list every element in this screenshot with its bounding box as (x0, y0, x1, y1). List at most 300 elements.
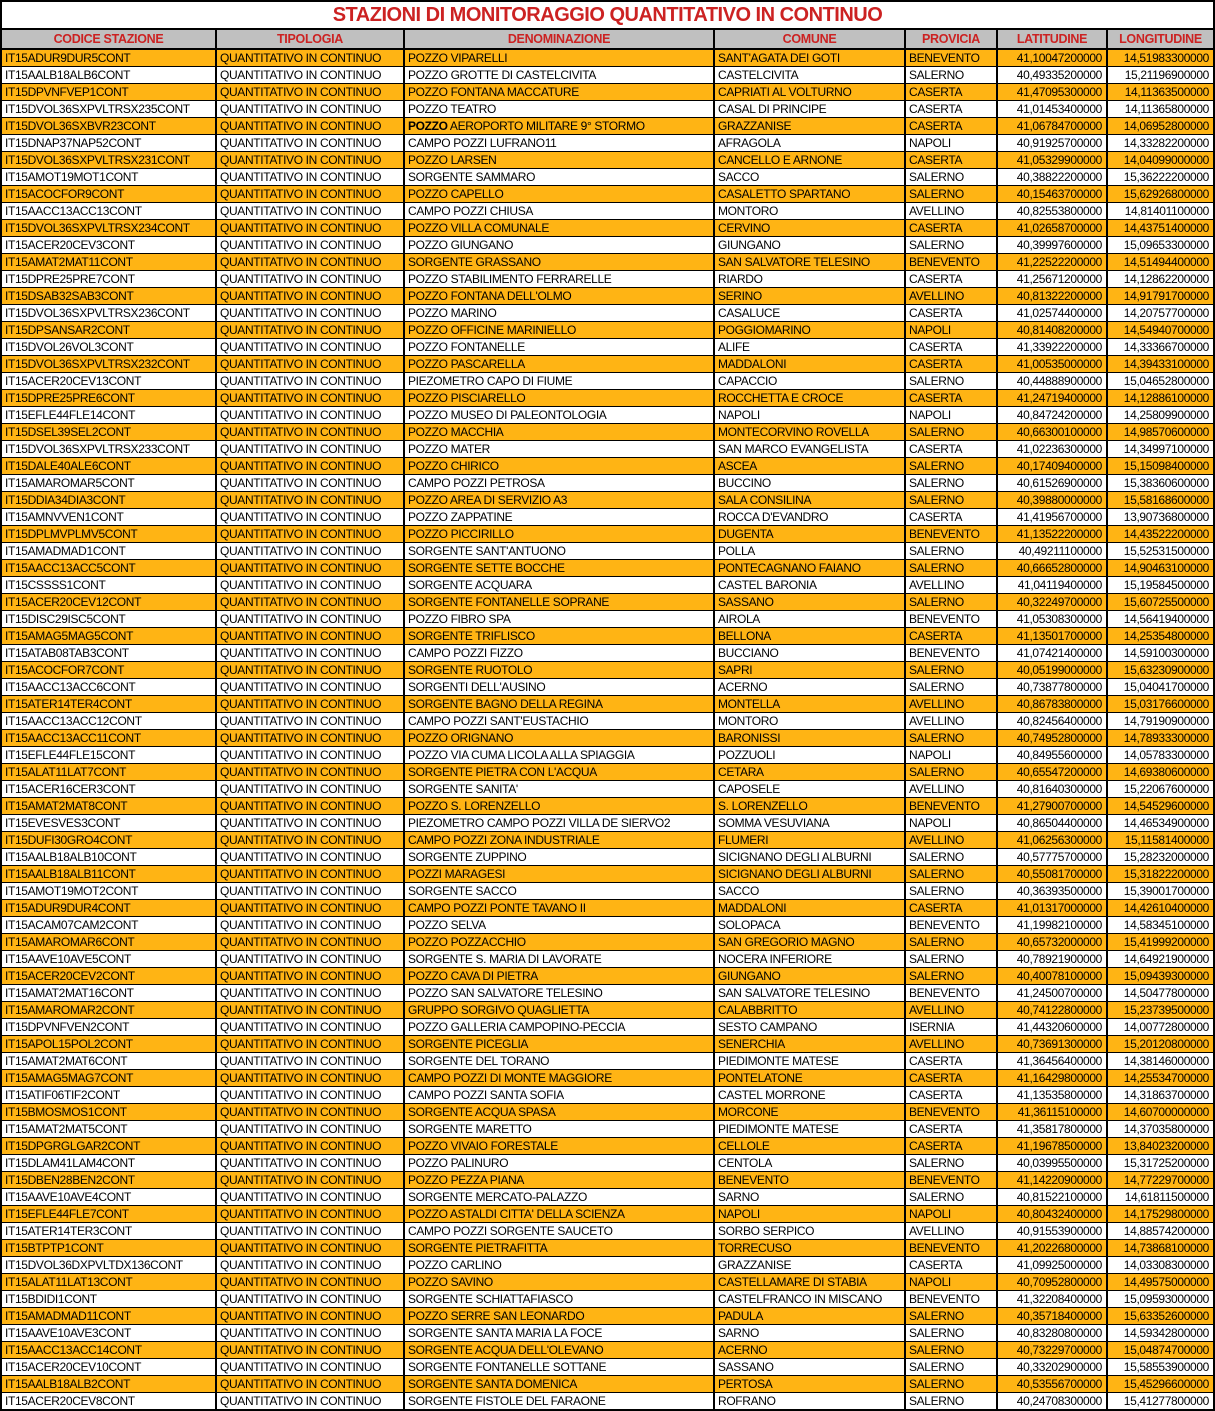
cell-comune: CASTEL MORRONE (714, 1087, 905, 1104)
cell-provicia: CASERTA (905, 356, 997, 373)
cell-latitudine: 41,09925000000 (997, 1257, 1107, 1274)
station-row (2, 169, 1213, 186)
cell-codice-stazione: IT15ATIF06TIF2CONT (2, 1087, 216, 1104)
station-row (2, 1376, 1213, 1393)
cell-codice-stazione: IT15AALB18ALB11CONT (2, 866, 216, 883)
cell-longitudine: 15,41999200000 (1107, 934, 1213, 951)
cell-tipologia: QUANTITATIVO IN CONTINUO (216, 832, 404, 849)
cell-latitudine: 41,24500700000 (997, 985, 1107, 1002)
cell-tipologia: QUANTITATIVO IN CONTINUO (216, 798, 404, 815)
cell-tipologia: QUANTITATIVO IN CONTINUO (216, 492, 404, 509)
cell-codice-stazione: IT15BMOSMOS1CONT (2, 1104, 216, 1121)
cell-provicia: NAPOLI (905, 322, 997, 339)
cell-provicia: AVELLINO (905, 1002, 997, 1019)
cell-longitudine: 14,56419400000 (1107, 611, 1213, 628)
cell-codice-stazione: IT15DPRE25PRE6CONT (2, 390, 216, 407)
cell-denominazione: CAMPO POZZI LUFRANO11 (404, 135, 714, 152)
cell-longitudine: 14,54940700000 (1107, 322, 1213, 339)
cell-codice-stazione: IT15AAVE10AVE5CONT (2, 951, 216, 968)
cell-codice-stazione: IT15ADUR9DUR5CONT (2, 49, 216, 67)
station-row (2, 611, 1213, 628)
station-row (2, 254, 1213, 271)
cell-tipologia: QUANTITATIVO IN CONTINUO (216, 237, 404, 254)
cell-provicia: NAPOLI (905, 815, 997, 832)
cell-provicia: BENEVENTO (905, 1104, 997, 1121)
cell-tipologia: QUANTITATIVO IN CONTINUO (216, 1104, 404, 1121)
cell-latitudine: 41,36456400000 (997, 1053, 1107, 1070)
cell-latitudine: 40,57775700000 (997, 849, 1107, 866)
cell-comune: SOLOPACA (714, 917, 905, 934)
cell-latitudine: 41,05308300000 (997, 611, 1107, 628)
cell-latitudine: 40,24708300000 (997, 1393, 1107, 1410)
cell-longitudine: 14,33366700000 (1107, 339, 1213, 356)
cell-denominazione: POZZO PICCIRILLO (404, 526, 714, 543)
cell-latitudine: 40,86783800000 (997, 696, 1107, 713)
cell-tipologia: QUANTITATIVO IN CONTINUO (216, 305, 404, 322)
cell-denominazione: SORGENTE SANTA DOMENICA (404, 1376, 714, 1393)
table-header-row (2, 29, 1213, 49)
cell-longitudine: 15,58168600000 (1107, 492, 1213, 509)
cell-longitudine: 14,69380600000 (1107, 764, 1213, 781)
station-row (2, 798, 1213, 815)
cell-comune: CASTEL BARONIA (714, 577, 905, 594)
cell-latitudine: 41,27900700000 (997, 798, 1107, 815)
cell-provicia: ISERNIA (905, 1019, 997, 1036)
cell-provicia: BENEVENTO (905, 1240, 997, 1257)
cell-denominazione: POZZO FONTANELLE (404, 339, 714, 356)
cell-denominazione: POZZO PISCIARELLO (404, 390, 714, 407)
cell-provicia: SALERNO (905, 492, 997, 509)
cell-codice-stazione: IT15AMADMAD1CONT (2, 543, 216, 560)
cell-tipologia: QUANTITATIVO IN CONTINUO (216, 662, 404, 679)
cell-latitudine: 40,65547200000 (997, 764, 1107, 781)
cell-codice-stazione: IT15EVESVES3CONT (2, 815, 216, 832)
cell-codice-stazione: IT15AACC13ACC13CONT (2, 203, 216, 220)
cell-comune: CAPOSELE (714, 781, 905, 798)
station-row (2, 1308, 1213, 1325)
cell-comune: PONTELATONE (714, 1070, 905, 1087)
cell-tipologia: QUANTITATIVO IN CONTINUO (216, 407, 404, 424)
cell-denominazione: POZZO SAN SALVATORE TELESINO (404, 985, 714, 1002)
cell-provicia: SALERNO (905, 67, 997, 84)
cell-provicia: BENEVENTO (905, 917, 997, 934)
cell-codice-stazione: IT15EFLE44FLE14CONT (2, 407, 216, 424)
cell-comune: NAPOLI (714, 407, 905, 424)
cell-longitudine: 14,88574200000 (1107, 1223, 1213, 1240)
cell-comune: CERVINO (714, 220, 905, 237)
cell-denominazione: SORGENTE MARETTO (404, 1121, 714, 1138)
cell-latitudine: 40,86504400000 (997, 815, 1107, 832)
cell-denominazione: POZZO AEROPORTO MILITARE 9° STORMO (404, 118, 714, 135)
cell-comune: SOMMA VESUVIANA (714, 815, 905, 832)
cell-denominazione: POZZO S. LORENZELLO (404, 798, 714, 815)
cell-latitudine: 40,33202900000 (997, 1359, 1107, 1376)
cell-latitudine: 40,17409400000 (997, 458, 1107, 475)
cell-codice-stazione: IT15AMOT19MOT2CONT (2, 883, 216, 900)
cell-denominazione: POZZO VILLA COMUNALE (404, 220, 714, 237)
station-row (2, 475, 1213, 492)
cell-codice-stazione: IT15BTPTP1CONT (2, 1240, 216, 1257)
cell-longitudine: 14,81401100000 (1107, 203, 1213, 220)
cell-provicia: BENEVENTO (905, 254, 997, 271)
cell-provicia: SALERNO (905, 475, 997, 492)
cell-tipologia: QUANTITATIVO IN CONTINUO (216, 1002, 404, 1019)
cell-tipologia: QUANTITATIVO IN CONTINUO (216, 1291, 404, 1308)
cell-latitudine: 40,74122800000 (997, 1002, 1107, 1019)
cell-latitudine: 41,01453400000 (997, 101, 1107, 118)
cell-comune: POLLA (714, 543, 905, 560)
cell-latitudine: 41,20226800000 (997, 1240, 1107, 1257)
cell-longitudine: 14,51983300000 (1107, 49, 1213, 67)
cell-codice-stazione: IT15EFLE44FLE7CONT (2, 1206, 216, 1223)
column-header-latitudine: LATITUDINE (997, 29, 1107, 49)
cell-denominazione: SORGENTI DELL'AUSINO (404, 679, 714, 696)
cell-codice-stazione: IT15AMAT2MAT11CONT (2, 254, 216, 271)
station-row (2, 135, 1213, 152)
cell-latitudine: 41,02236300000 (997, 441, 1107, 458)
cell-latitudine: 41,19982100000 (997, 917, 1107, 934)
cell-tipologia: QUANTITATIVO IN CONTINUO (216, 288, 404, 305)
cell-tipologia: QUANTITATIVO IN CONTINUO (216, 679, 404, 696)
cell-denominazione: SORGENTE FISTOLE DEL FARAONE (404, 1393, 714, 1410)
cell-latitudine: 40,78921900000 (997, 951, 1107, 968)
cell-provicia: SALERNO (905, 1308, 997, 1325)
station-row (2, 934, 1213, 951)
cell-comune: CAPACCIO (714, 373, 905, 390)
cell-provicia: CASERTA (905, 101, 997, 118)
cell-denominazione: SORGENTE GRASSANO (404, 254, 714, 271)
station-row (2, 1070, 1213, 1087)
station-row (2, 1393, 1213, 1410)
cell-codice-stazione: IT15AALB18ALB10CONT (2, 849, 216, 866)
cell-tipologia: QUANTITATIVO IN CONTINUO (216, 560, 404, 577)
cell-codice-stazione: IT15AAVE10AVE3CONT (2, 1325, 216, 1342)
cell-comune: MADDALONI (714, 900, 905, 917)
cell-latitudine: 40,81640300000 (997, 781, 1107, 798)
cell-codice-stazione: IT15DVOL36SXPVLTRSX234CONT (2, 220, 216, 237)
cell-longitudine: 15,03176600000 (1107, 696, 1213, 713)
cell-tipologia: QUANTITATIVO IN CONTINUO (216, 866, 404, 883)
station-row (2, 985, 1213, 1002)
cell-provicia: SALERNO (905, 1376, 997, 1393)
cell-provicia: SALERNO (905, 764, 997, 781)
cell-longitudine: 14,60700000000 (1107, 1104, 1213, 1121)
cell-comune: MONTORO (714, 203, 905, 220)
cell-longitudine: 15,20120800000 (1107, 1036, 1213, 1053)
cell-codice-stazione: IT15AMAROMAR5CONT (2, 475, 216, 492)
cell-provicia: SALERNO (905, 730, 997, 747)
cell-tipologia: QUANTITATIVO IN CONTINUO (216, 1257, 404, 1274)
cell-tipologia: QUANTITATIVO IN CONTINUO (216, 1325, 404, 1342)
station-row (2, 1036, 1213, 1053)
stations-table (2, 28, 1213, 1409)
cell-denominazione: CAMPO POZZI DI MONTE MAGGIORE (404, 1070, 714, 1087)
cell-codice-stazione: IT15EFLE44FLE15CONT (2, 747, 216, 764)
cell-provicia: CASERTA (905, 390, 997, 407)
cell-codice-stazione: IT15AMADMAD11CONT (2, 1308, 216, 1325)
cell-latitudine: 41,05329900000 (997, 152, 1107, 169)
cell-denominazione: POZZO PASCARELLA (404, 356, 714, 373)
cell-codice-stazione: IT15BDIDI1CONT (2, 1291, 216, 1308)
cell-comune: BELLONA (714, 628, 905, 645)
cell-tipologia: QUANTITATIVO IN CONTINUO (216, 84, 404, 101)
cell-tipologia: QUANTITATIVO IN CONTINUO (216, 475, 404, 492)
cell-comune: NOCERA INFERIORE (714, 951, 905, 968)
cell-comune: SASSANO (714, 1359, 905, 1376)
cell-denominazione: SORGENTE PIETRA CON L'ACQUA (404, 764, 714, 781)
cell-longitudine: 14,46534900000 (1107, 815, 1213, 832)
station-row (2, 900, 1213, 917)
cell-denominazione: POZZO FIBRO SPA (404, 611, 714, 628)
cell-longitudine: 14,78933300000 (1107, 730, 1213, 747)
column-header-comune: COMUNE (714, 29, 905, 49)
cell-comune: CANCELLO E ARNONE (714, 152, 905, 169)
cell-comune: SAN SALVATORE TELESINO (714, 985, 905, 1002)
cell-comune: SAPRI (714, 662, 905, 679)
cell-comune: ASCEA (714, 458, 905, 475)
cell-comune: CETARA (714, 764, 905, 781)
cell-provicia: CASERTA (905, 84, 997, 101)
cell-tipologia: QUANTITATIVO IN CONTINUO (216, 49, 404, 67)
cell-latitudine: 41,35817800000 (997, 1121, 1107, 1138)
cell-provicia: CASERTA (905, 152, 997, 169)
cell-tipologia: QUANTITATIVO IN CONTINUO (216, 441, 404, 458)
cell-denominazione: POZZO CAPELLO (404, 186, 714, 203)
cell-provicia: CASERTA (905, 441, 997, 458)
cell-tipologia: QUANTITATIVO IN CONTINUO (216, 390, 404, 407)
cell-denominazione: POZZO POZZACCHIO (404, 934, 714, 951)
cell-latitudine: 41,10047200000 (997, 49, 1107, 67)
station-row (2, 1206, 1213, 1223)
cell-tipologia: QUANTITATIVO IN CONTINUO (216, 101, 404, 118)
cell-longitudine: 14,59100300000 (1107, 645, 1213, 662)
column-header-denominazione: DENOMINAZIONE (404, 29, 714, 49)
cell-denominazione: POZZI MARAGESI (404, 866, 714, 883)
cell-codice-stazione: IT15ACAM07CAM2CONT (2, 917, 216, 934)
cell-tipologia: QUANTITATIVO IN CONTINUO (216, 1393, 404, 1410)
cell-denominazione: CAMPO POZZI SANT'EUSTACHIO (404, 713, 714, 730)
cell-codice-stazione: IT15ACER20CEV12CONT (2, 594, 216, 611)
cell-provicia: NAPOLI (905, 1274, 997, 1291)
station-row (2, 186, 1213, 203)
cell-provicia: BENEVENTO (905, 798, 997, 815)
cell-longitudine: 15,04874700000 (1107, 1342, 1213, 1359)
cell-denominazione: SORGENTE SAMMARO (404, 169, 714, 186)
cell-denominazione: SORGENTE SANTA MARIA LA FOCE (404, 1325, 714, 1342)
cell-provicia: BENEVENTO (905, 1172, 997, 1189)
cell-denominazione: POZZO OFFICINE MARINIELLO (404, 322, 714, 339)
cell-latitudine: 41,47095300000 (997, 84, 1107, 101)
cell-tipologia: QUANTITATIVO IN CONTINUO (216, 135, 404, 152)
cell-longitudine: 14,42610400000 (1107, 900, 1213, 917)
cell-longitudine: 15,52531500000 (1107, 543, 1213, 560)
cell-tipologia: QUANTITATIVO IN CONTINUO (216, 1240, 404, 1257)
cell-longitudine: 14,39433100000 (1107, 356, 1213, 373)
cell-latitudine: 41,19678500000 (997, 1138, 1107, 1155)
cell-longitudine: 15,09653300000 (1107, 237, 1213, 254)
cell-denominazione: CAMPO POZZI FIZZO (404, 645, 714, 662)
cell-longitudine: 15,31822200000 (1107, 866, 1213, 883)
cell-comune: DUGENTA (714, 526, 905, 543)
cell-tipologia: QUANTITATIVO IN CONTINUO (216, 696, 404, 713)
cell-tipologia: QUANTITATIVO IN CONTINUO (216, 815, 404, 832)
station-row (2, 424, 1213, 441)
cell-provicia: SALERNO (905, 883, 997, 900)
cell-codice-stazione: IT15DBEN28BEN2CONT (2, 1172, 216, 1189)
cell-denominazione: POZZO PEZZA PIANA (404, 1172, 714, 1189)
cell-comune: MORCONE (714, 1104, 905, 1121)
station-row (2, 1053, 1213, 1070)
cell-tipologia: QUANTITATIVO IN CONTINUO (216, 764, 404, 781)
cell-latitudine: 40,74952800000 (997, 730, 1107, 747)
station-row (2, 747, 1213, 764)
cell-denominazione: SORGENTE BAGNO DELLA REGINA (404, 696, 714, 713)
cell-tipologia: QUANTITATIVO IN CONTINUO (216, 645, 404, 662)
cell-longitudine: 13,90736800000 (1107, 509, 1213, 526)
cell-comune: SACCO (714, 169, 905, 186)
cell-comune: CAPRIATI AL VOLTURNO (714, 84, 905, 101)
cell-longitudine: 14,00772800000 (1107, 1019, 1213, 1036)
cell-denominazione: POZZO SERRE SAN LEONARDO (404, 1308, 714, 1325)
cell-comune: SARNO (714, 1189, 905, 1206)
cell-tipologia: QUANTITATIVO IN CONTINUO (216, 254, 404, 271)
cell-comune: POGGIOMARINO (714, 322, 905, 339)
cell-latitudine: 40,40078100000 (997, 968, 1107, 985)
station-row (2, 730, 1213, 747)
station-row (2, 764, 1213, 781)
column-header-codice-stazione: CODICE STAZIONE (2, 29, 216, 49)
cell-codice-stazione: IT15AMAT2MAT6CONT (2, 1053, 216, 1070)
station-row (2, 1155, 1213, 1172)
cell-latitudine: 40,61526900000 (997, 475, 1107, 492)
station-row (2, 662, 1213, 679)
cell-denominazione: SORGENTE PIETRAFITTA (404, 1240, 714, 1257)
station-row (2, 679, 1213, 696)
cell-codice-stazione: IT15DVOL36SXPVLTRSX235CONT (2, 101, 216, 118)
cell-tipologia: QUANTITATIVO IN CONTINUO (216, 169, 404, 186)
cell-denominazione: CAMPO POZZI PONTE TAVANO II (404, 900, 714, 917)
cell-comune: CENTOLA (714, 1155, 905, 1172)
cell-codice-stazione: IT15ACER20CEV10CONT (2, 1359, 216, 1376)
cell-latitudine: 40,35718400000 (997, 1308, 1107, 1325)
cell-denominazione: POZZO GROTTE DI CASTELCIVITA (404, 67, 714, 84)
cell-tipologia: QUANTITATIVO IN CONTINUO (216, 1223, 404, 1240)
cell-latitudine: 41,13535800000 (997, 1087, 1107, 1104)
cell-latitudine: 41,36115100000 (997, 1104, 1107, 1121)
cell-comune: AFRAGOLA (714, 135, 905, 152)
cell-provicia: AVELLINO (905, 288, 997, 305)
cell-longitudine: 14,43751400000 (1107, 220, 1213, 237)
cell-comune: TORRECUSO (714, 1240, 905, 1257)
cell-provicia: SALERNO (905, 849, 997, 866)
cell-codice-stazione: IT15AALB18ALB6CONT (2, 67, 216, 84)
cell-longitudine: 14,98570600000 (1107, 424, 1213, 441)
cell-codice-stazione: IT15AACC13ACC11CONT (2, 730, 216, 747)
cell-tipologia: QUANTITATIVO IN CONTINUO (216, 1172, 404, 1189)
cell-codice-stazione: IT15DSEL39SEL2CONT (2, 424, 216, 441)
cell-codice-stazione: IT15AMNVVEN1CONT (2, 509, 216, 526)
cell-denominazione: SORGENTE ACQUA DELL'OLEVANO (404, 1342, 714, 1359)
cell-latitudine: 40,82456400000 (997, 713, 1107, 730)
station-row (2, 1172, 1213, 1189)
cell-provicia: CASERTA (905, 900, 997, 917)
cell-tipologia: QUANTITATIVO IN CONTINUO (216, 1342, 404, 1359)
cell-longitudine: 15,62926800000 (1107, 186, 1213, 203)
station-row (2, 492, 1213, 509)
station-row (2, 1087, 1213, 1104)
cell-tipologia: QUANTITATIVO IN CONTINUO (216, 220, 404, 237)
cell-codice-stazione: IT15DVOL26VOL3CONT (2, 339, 216, 356)
cell-codice-stazione: IT15AACC13ACC14CONT (2, 1342, 216, 1359)
cell-longitudine: 15,63352600000 (1107, 1308, 1213, 1325)
cell-codice-stazione: IT15DVOL36SXPVLTRSX232CONT (2, 356, 216, 373)
cell-tipologia: QUANTITATIVO IN CONTINUO (216, 781, 404, 798)
cell-tipologia: QUANTITATIVO IN CONTINUO (216, 458, 404, 475)
cell-latitudine: 40,15463700000 (997, 186, 1107, 203)
station-row (2, 883, 1213, 900)
cell-tipologia: QUANTITATIVO IN CONTINUO (216, 951, 404, 968)
cell-latitudine: 41,41956700000 (997, 509, 1107, 526)
cell-latitudine: 41,00535000000 (997, 356, 1107, 373)
cell-longitudine: 14,34997100000 (1107, 441, 1213, 458)
cell-latitudine: 40,44888900000 (997, 373, 1107, 390)
cell-longitudine: 14,64921900000 (1107, 951, 1213, 968)
cell-latitudine: 41,06784700000 (997, 118, 1107, 135)
station-row (2, 1002, 1213, 1019)
cell-comune: ACERNO (714, 679, 905, 696)
cell-comune: ACERNO (714, 1342, 905, 1359)
cell-tipologia: QUANTITATIVO IN CONTINUO (216, 1155, 404, 1172)
cell-longitudine: 14,43522200000 (1107, 526, 1213, 543)
cell-codice-stazione: IT15ATER14TER4CONT (2, 696, 216, 713)
cell-comune: RIARDO (714, 271, 905, 288)
cell-longitudine: 15,31725200000 (1107, 1155, 1213, 1172)
cell-latitudine: 41,02574400000 (997, 305, 1107, 322)
cell-provicia: SALERNO (905, 169, 997, 186)
station-row (2, 322, 1213, 339)
cell-comune: NAPOLI (714, 1206, 905, 1223)
cell-longitudine: 14,50477800000 (1107, 985, 1213, 1002)
cell-comune: CASALUCE (714, 305, 905, 322)
cell-codice-stazione: IT15DISC29ISC5CONT (2, 611, 216, 628)
cell-longitudine: 15,21196900000 (1107, 67, 1213, 84)
cell-latitudine: 41,13501700000 (997, 628, 1107, 645)
cell-denominazione: SORGENTE S. MARIA DI LAVORATE (404, 951, 714, 968)
cell-tipologia: QUANTITATIVO IN CONTINUO (216, 713, 404, 730)
cell-longitudine: 15,45296600000 (1107, 1376, 1213, 1393)
cell-longitudine: 15,58553900000 (1107, 1359, 1213, 1376)
cell-tipologia: QUANTITATIVO IN CONTINUO (216, 1308, 404, 1325)
cell-codice-stazione: IT15DPGRGLGAR2CONT (2, 1138, 216, 1155)
cell-latitudine: 41,33922200000 (997, 339, 1107, 356)
cell-denominazione: POZZO ZAPPATINE (404, 509, 714, 526)
cell-denominazione: POZZO SAVINO (404, 1274, 714, 1291)
cell-codice-stazione: IT15ACER20CEV2CONT (2, 968, 216, 985)
cell-codice-stazione: IT15AMAT2MAT16CONT (2, 985, 216, 1002)
cell-comune: CASTELCIVITA (714, 67, 905, 84)
station-row (2, 1257, 1213, 1274)
cell-tipologia: QUANTITATIVO IN CONTINUO (216, 526, 404, 543)
cell-latitudine: 40,39880000000 (997, 492, 1107, 509)
cell-comune: SICIGNANO DEGLI ALBURNI (714, 866, 905, 883)
cell-tipologia: QUANTITATIVO IN CONTINUO (216, 1036, 404, 1053)
station-row (2, 594, 1213, 611)
station-row (2, 288, 1213, 305)
cell-denominazione: SORGENTE SANITA' (404, 781, 714, 798)
station-row (2, 696, 1213, 713)
cell-comune: AIROLA (714, 611, 905, 628)
cell-codice-stazione: IT15DLAM41LAM4CONT (2, 1155, 216, 1172)
